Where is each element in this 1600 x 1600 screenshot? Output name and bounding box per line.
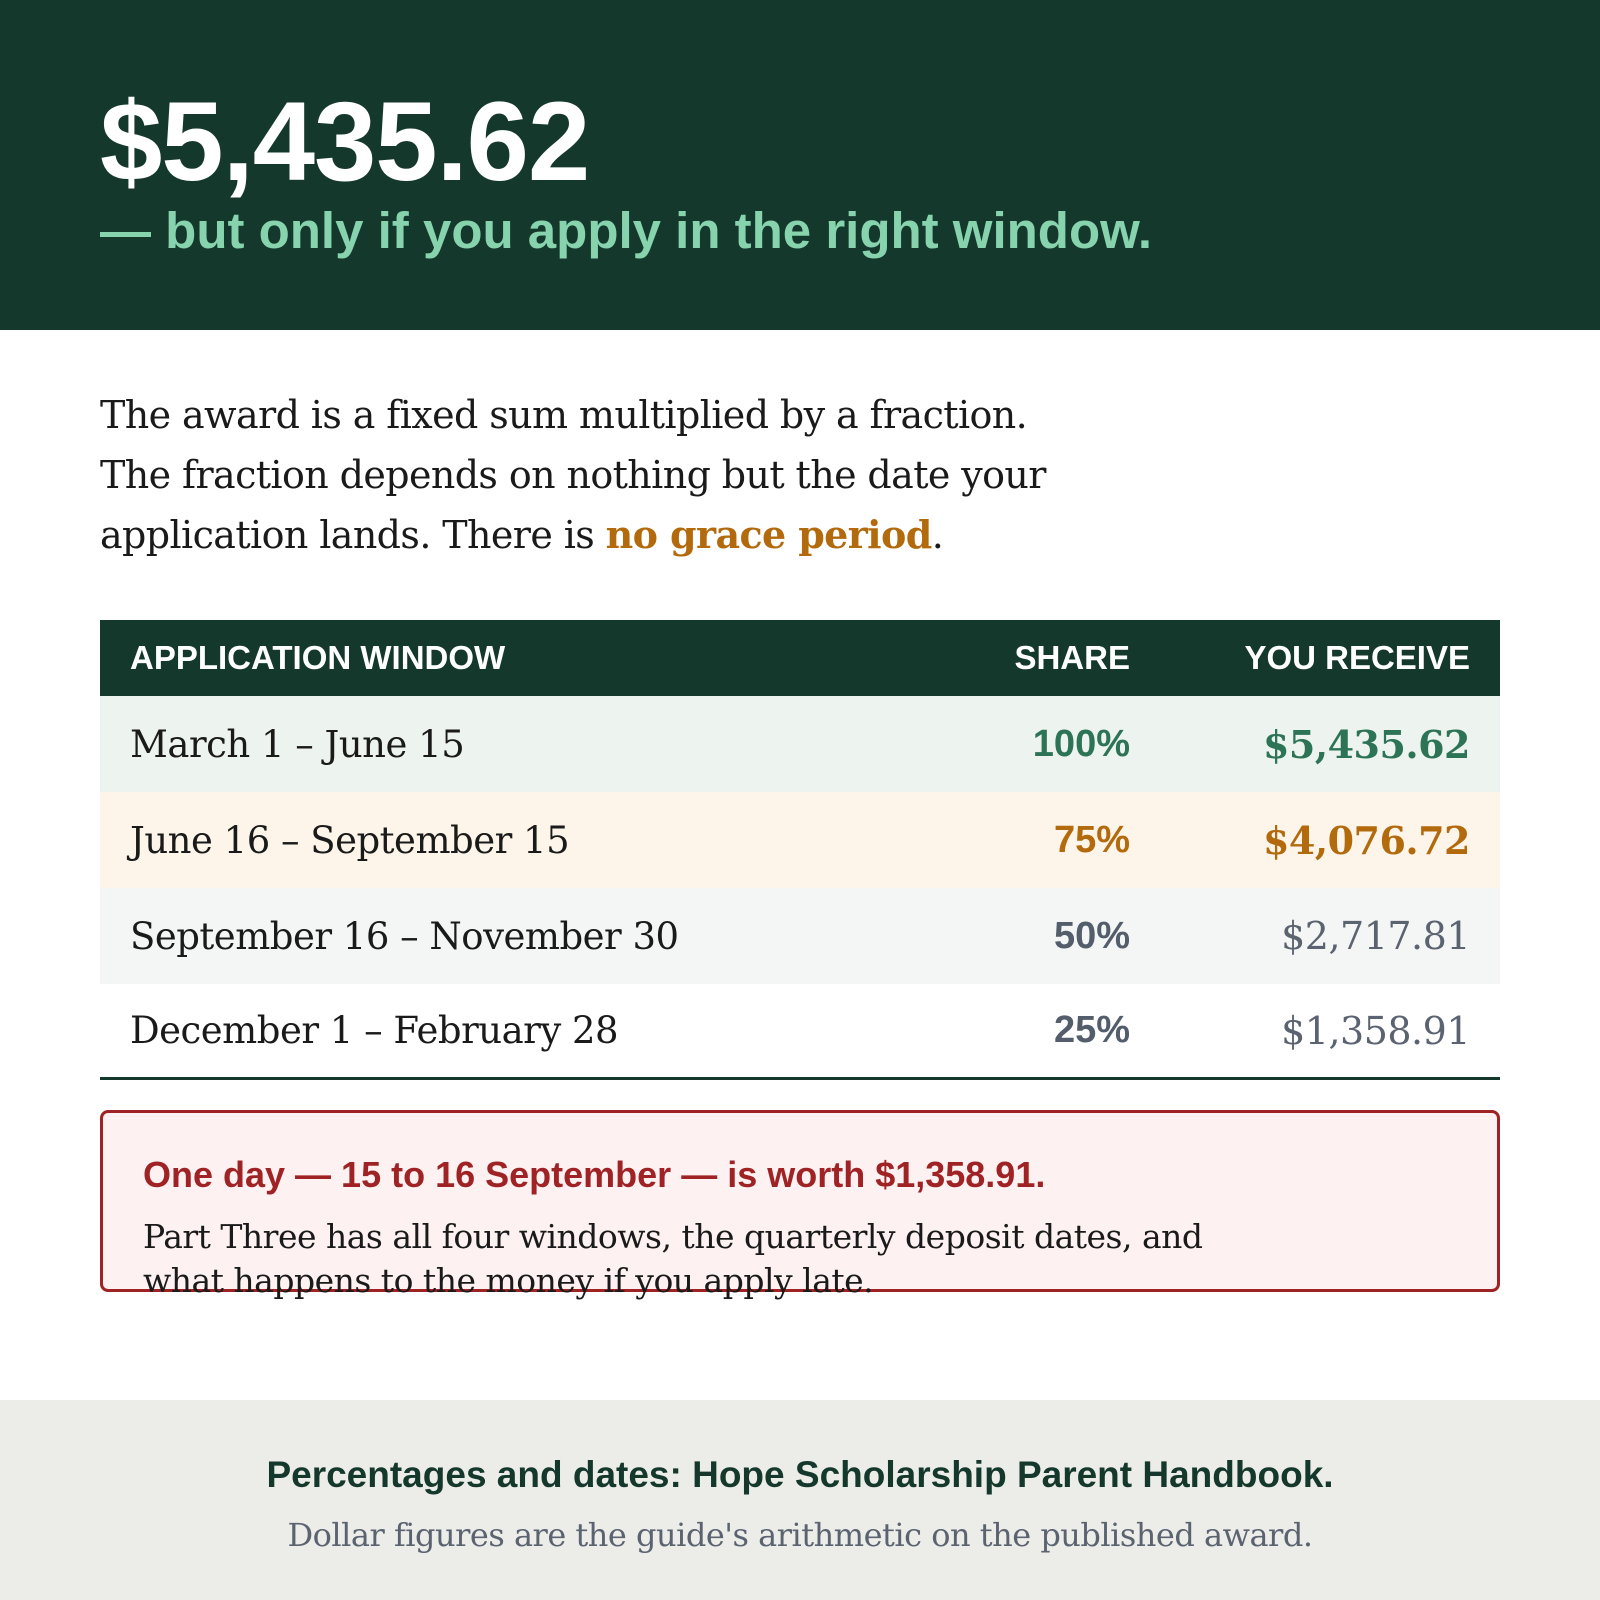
row-receive: $4,076.72 [1262,817,1470,863]
row-receive: $2,717.81 [1281,914,1470,958]
table-row [100,984,1500,1080]
header-receive: YOU RECEIVE [1244,639,1470,676]
table-header [100,620,1500,696]
intro-paragraph [100,385,1060,565]
row-receive: $5,435.62 [1262,721,1470,767]
row-window: September 16 – November 30 [130,914,679,958]
warning-callout [100,1110,1500,1300]
row-share: 25% [1053,1009,1130,1051]
row-receive: $1,358.91 [1281,1008,1470,1053]
row-window: June 16 – September 15 [130,818,570,862]
table-row [100,696,1500,792]
row-window: December 1 – February 28 [130,1009,619,1052]
footer-source: Percentages and dates: Hope Scholarship Parent Handbook. [266,1454,1334,1495]
footer-note: Dollar figures are the guide's arithmetic on the published award. [287,1516,1313,1554]
row-share: 50% [1053,914,1130,957]
callout-body: Part Three has all four windows, the quarterly deposit dates, and what happens to the money if you apply late. [143,1217,1203,1300]
header-share: SHARE [1014,639,1130,676]
hero-banner [0,0,1600,330]
award-amount: $5,435.62 [100,79,590,204]
award-table [100,620,1500,1080]
callout-title: One day — 15 to 16 September — is worth $1,358.91. [143,1154,1046,1195]
header-window: APPLICATION WINDOW [130,639,506,676]
intro-highlight: no grace period [605,512,932,557]
intro-text: The award is a fixed sum multiplied by a fraction. The fraction depends on nothing but the date your application lands. There is [100,393,1046,557]
intro-text-end: . [931,513,944,557]
row-share: 75% [1053,818,1130,861]
table-row [100,888,1500,984]
source-footer [0,1400,1600,1600]
row-share: 100% [1032,722,1130,765]
table-row [100,792,1500,888]
row-window: March 1 – June 15 [130,722,465,766]
hero-subtitle: — but only if you apply in the right window. [100,202,1153,259]
